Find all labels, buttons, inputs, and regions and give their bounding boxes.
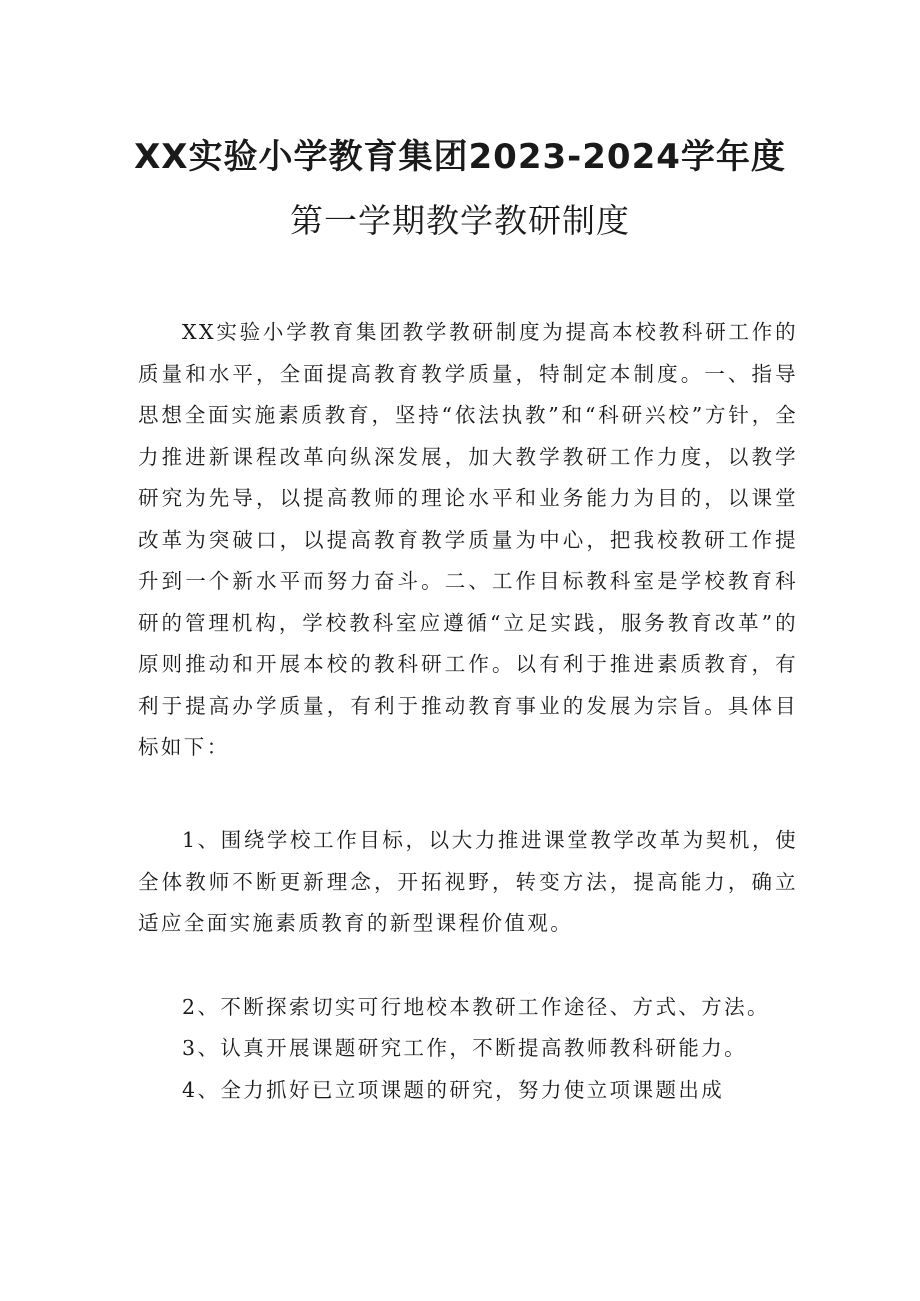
list-item-4: 4、全力抓好已立项课题的研究，努力使立项课题出成: [182, 1078, 725, 1102]
document-title-line-1: XX实验小学教育集团2023-2024学年度: [134, 137, 786, 177]
document-title-line-2: 第一学期教学教研制度: [290, 201, 630, 240]
list-item-1: 1、围绕学校工作目标，以大力推进课堂教学改革为契机，使全体教师不断更新理念，开拓视野，转变方法，提高能力，确立适应全面实施素质教育的新型课程价值观。: [138, 828, 798, 935]
list-item-2: 2、不断探索切实可行地校本教研工作途径、方式、方法。: [182, 995, 770, 1019]
intro-paragraph: XX实验小学教育集团教学教研制度为提高本校教科研工作的质量和水平，全面提高教育教学质量，特制定本制度。一、指导思想全面实施素质教育，坚持“依法执教”和“科研兴校”方针，全力推进新课程改革向纵深发展，加大教学教研工作力度，以教学研究为先导，以提高教师的理论水平和业务能力为目的，以课堂改革为突破口，以提高教育教学质量为中心，把我校教研工作提升到一个新水平而努力奋斗。二、工作目标教科室是学校教育科研的管理机构，学校教科室应遵循“立足实践，服务教育改革”的原则推动和开展本校的教科研工作。以有利于推进素质教育，有利于提高办学质量，有利于推动教育事业的发展为宗旨。具体目标如下：: [138, 320, 798, 759]
list-item-3: 3、认真开展课题研究工作，不断提高教师教科研能力。: [182, 1036, 748, 1060]
